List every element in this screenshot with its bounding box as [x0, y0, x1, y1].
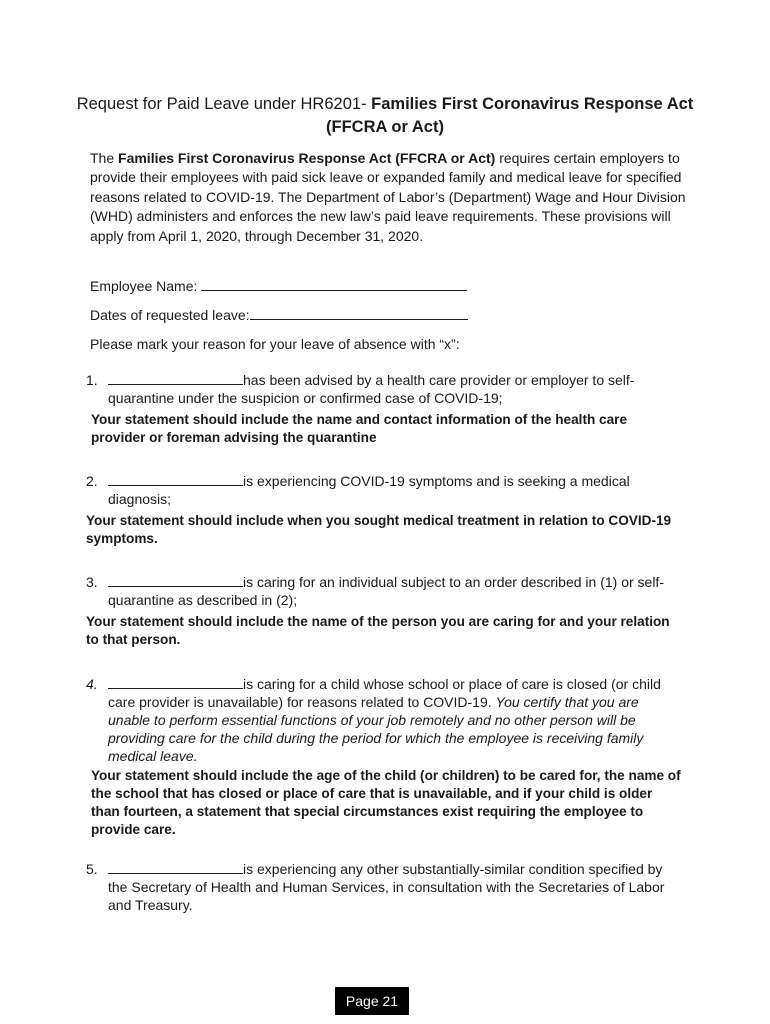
reason-2-mark-line[interactable] [108, 472, 243, 486]
reason-text: has been advised by a health care provider or employer to self-quarantine under the suspicion or confirmed case of COVID-19; [108, 372, 635, 406]
reason-certify-emphasis: no other person will be providing care for the child during the period for which the employee is receiving family medical leave. [108, 712, 644, 764]
intro-bold: Families First Coronavirus Response Act (FFCRA or Act) [118, 150, 496, 166]
reason-number: 4. [86, 676, 98, 692]
reason-statement: Your statement should include the name and contact information of the health care provider or foreman advising the quarantine [91, 412, 628, 445]
reason-statement: Your statement should include the age of the child (or children) to be cared for, the name of the school that has closed or place of care that is unavailable, and if your child is older than fourteen, a statement that special circumstances exist requiring the employee to provide care. [91, 768, 681, 837]
reason-item [86, 573, 676, 609]
reason-1-mark-line[interactable] [108, 371, 243, 385]
employee-name-label: Employee Name: [90, 278, 202, 294]
reason-statement: Your statement should include when you sought medical treatment in relation to COVID-19 symptoms. [86, 513, 672, 546]
page-number-badge: Page 21 [335, 987, 409, 1015]
reason-text: is experiencing COVID-19 symptoms and is seeking a medical diagnosis; [108, 473, 630, 507]
intro-rest: requires certain employers to provide their employees with paid sick leave or expanded family and medical leave for specified reasons related to COVID-19. The Department of Labor’s (Department) Wage and Hour Division (WHD) administers and enforces the new law’s paid leave requirements. These provisions will apply from April 1, 2020, through December 31, 2020. [90, 150, 686, 244]
reason-number: 1. [86, 372, 98, 388]
reason-text: is caring for a child whose school or place of care is closed (or child care provider is unavailable) for reasons related to COVID-19. [108, 676, 661, 710]
reason-item [86, 472, 676, 508]
reason-number: 5. [86, 861, 98, 877]
reason-item [86, 675, 680, 765]
title-bold: Families First Coronavirus Response Act (FFCRA or Act) [326, 95, 694, 136]
reason-item [86, 371, 676, 407]
employee-name-field [90, 276, 467, 295]
document-title [60, 93, 710, 139]
reason-item [86, 860, 680, 914]
reason-number: 2. [86, 473, 98, 489]
dates-line[interactable] [250, 305, 468, 320]
reason-3-mark-line[interactable] [108, 573, 243, 587]
dates-label: Dates of requested leave: [90, 307, 250, 323]
reason-4-mark-line[interactable] [108, 675, 243, 689]
employee-name-line[interactable] [201, 276, 467, 291]
intro-paragraph [90, 149, 690, 246]
reason-text: is experiencing any other substantially-similar condition specified by the Secretary of Health and Human Services, in consultation with the Secretaries of Labor and Treasury. [108, 861, 665, 913]
dates-field [90, 305, 468, 324]
reason-text: is caring for an individual subject to an order described in (1) or self-quarantine as described in (2); [108, 574, 664, 608]
reason-5-mark-line[interactable] [108, 860, 243, 874]
reason-certify-text: You certify that you are unable to perform essential functions of your job remotely and [108, 694, 639, 728]
instruction-text: Please mark your reason for your leave of absence with “x”: [90, 336, 460, 352]
reason-statement: Your statement should include the name of the person you are caring for and your relation to that person. [86, 614, 670, 647]
reason-number: 3. [86, 574, 98, 590]
intro-lead: The [90, 150, 119, 166]
title-plain: Request for Paid Leave under HR6201- [76, 95, 372, 113]
